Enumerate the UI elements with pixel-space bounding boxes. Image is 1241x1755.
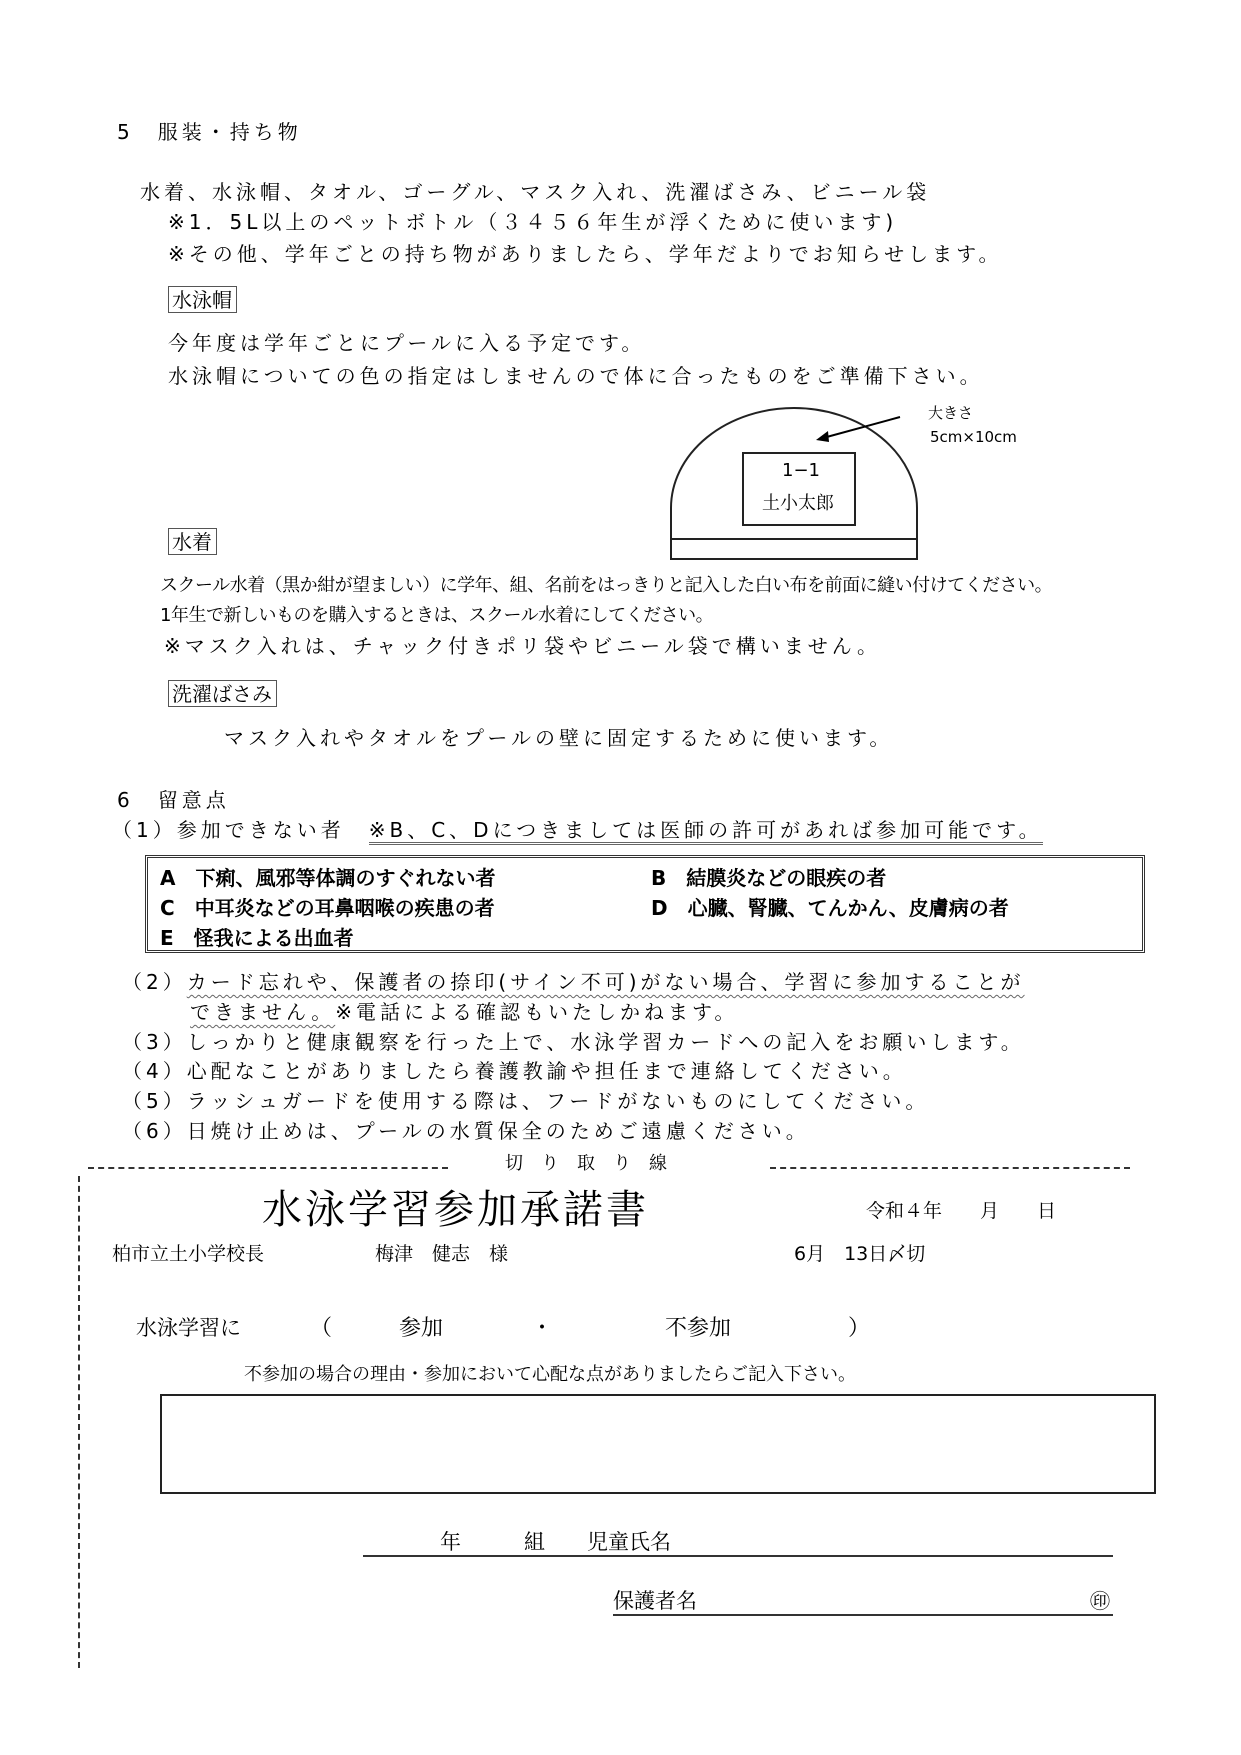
item6: （6）日焼け止めは、プールの水質保全のためご遠慮ください。 <box>122 1119 810 1143</box>
clothespin-line1: マスク入れやタオルをプールの壁に固定するために使います。 <box>224 726 894 750</box>
choice-label: 水泳学習に <box>136 1316 241 1340</box>
addressee-name: 梅津 健志 様 <box>375 1243 509 1265</box>
item3: （3）しっかりと健康観察を行った上で、水泳学習カードへの記入をお願いします。 <box>122 1030 1025 1054</box>
condition-a: A 下痢、風邪等体調のすぐれない者 <box>160 866 496 890</box>
addressee-school: 柏市立土小学校長 <box>112 1243 265 1265</box>
cut-line-vertical <box>78 1176 80 1668</box>
condition-b: B 結膜炎などの眼疾の者 <box>651 866 887 890</box>
section6-heading: 6 留意点 <box>117 788 230 812</box>
arrow-line <box>823 417 900 438</box>
option-decline[interactable]: 不参加 <box>665 1316 732 1341</box>
reason-prompt: 不参加の場合の理由・参加において心配な点がありましたらご記入下さい。 <box>244 1364 856 1385</box>
condition-c: C 中耳炎などの耳鼻咽喉の疾患の者 <box>160 896 495 920</box>
form-title: 水泳学習参加承諾書 <box>262 1187 649 1233</box>
swimsuit-line3: ※マスク入れは、チャック付きポリ袋やビニール袋で構いません。 <box>164 634 881 658</box>
student-line-label: 年 組 児童氏名 <box>440 1530 671 1554</box>
note-pet-bottle: ※1．5L以上のペットボトル（３４５６年生が浮くために使います) <box>168 210 898 234</box>
cap-line2: 水泳帽についての色の指定はしませんので体に合ったものをご準備下さい。 <box>168 364 984 388</box>
item5: （5）ラッシュガードを使用する際は、フードがないものにしてください。 <box>122 1089 930 1113</box>
item2-line1: （2）カード忘れや、保護者の捺印(サイン不可)がない場合、学習に参加することが <box>122 970 1025 994</box>
items-line: 水着、水泳帽、タオル、ゴーグル、マスク入れ、洗濯ばさみ、ビニール袋 <box>140 180 931 204</box>
item1 <box>112 820 1043 840</box>
swimsuit-line2: 1年生で新しいものを購入するときは、スクール水着にしてください。 <box>160 605 714 626</box>
student-name-field[interactable] <box>363 1555 1113 1557</box>
cap-label: 水泳帽 <box>168 286 237 313</box>
size-label: 大きさ <box>928 404 974 422</box>
cap-line1: 今年度は学年ごとにプールに入る予定です。 <box>168 331 646 355</box>
clothespin-label: 洗濯ばさみ <box>168 680 277 707</box>
tag-line1: 1−1 <box>782 460 820 481</box>
guardian-name-field[interactable] <box>613 1614 1113 1616</box>
swimsuit-label: 水着 <box>168 528 217 555</box>
guardian-label: 保護者名 <box>613 1589 697 1613</box>
note-other-items: ※その他、学年ごとの持ち物がありましたら、学年だよりでお知らせします。 <box>168 242 1003 266</box>
reason-field[interactable] <box>160 1394 1156 1494</box>
tag-line2: 土小太郎 <box>762 493 834 514</box>
swim-cap-diagram <box>660 400 1080 570</box>
cut-line-right <box>770 1167 1130 1169</box>
paren-open: （ <box>310 1316 333 1341</box>
item4: （4）心配なことがありましたら養護教諭や担任まで連絡してください。 <box>122 1059 907 1083</box>
cut-line-left <box>88 1167 448 1169</box>
item1-note: ※B、C、Dにつきましては医師の許可があれば参加可能です。 <box>369 818 1043 845</box>
section5-heading: 5 服装・持ち物 <box>117 120 302 144</box>
paren-close: ） <box>848 1316 871 1341</box>
size-value: 5cm×10cm <box>930 428 1017 446</box>
seal-icon: ㊞ <box>1090 1589 1110 1613</box>
item1-prefix: （1）参加できない者 <box>112 818 369 842</box>
condition-e: E 怪我による出血者 <box>160 926 354 950</box>
cap-outline <box>671 408 917 559</box>
option-separator: ・ <box>531 1316 554 1341</box>
item2-line2: できません。※電話による確認もいたしかねます。 <box>190 1000 739 1024</box>
arrow-head-icon <box>816 431 829 442</box>
conditions-box <box>145 855 1145 953</box>
form-date: 令和４年 月 日 <box>866 1200 1057 1222</box>
condition-d: D 心臓、腎臓、てんかん、皮膚病の者 <box>651 896 1009 920</box>
deadline: 6月 13日〆切 <box>794 1243 926 1265</box>
cut-line-label: 切 り 取 り 線 <box>505 1153 667 1174</box>
swimsuit-line1: スクール水着（黒か紺が望ましい）に学年、組、名前をはっきりと記入した白い布を前面に縫い付けてください。 <box>160 575 1053 596</box>
option-join[interactable]: 参加 <box>399 1316 444 1341</box>
